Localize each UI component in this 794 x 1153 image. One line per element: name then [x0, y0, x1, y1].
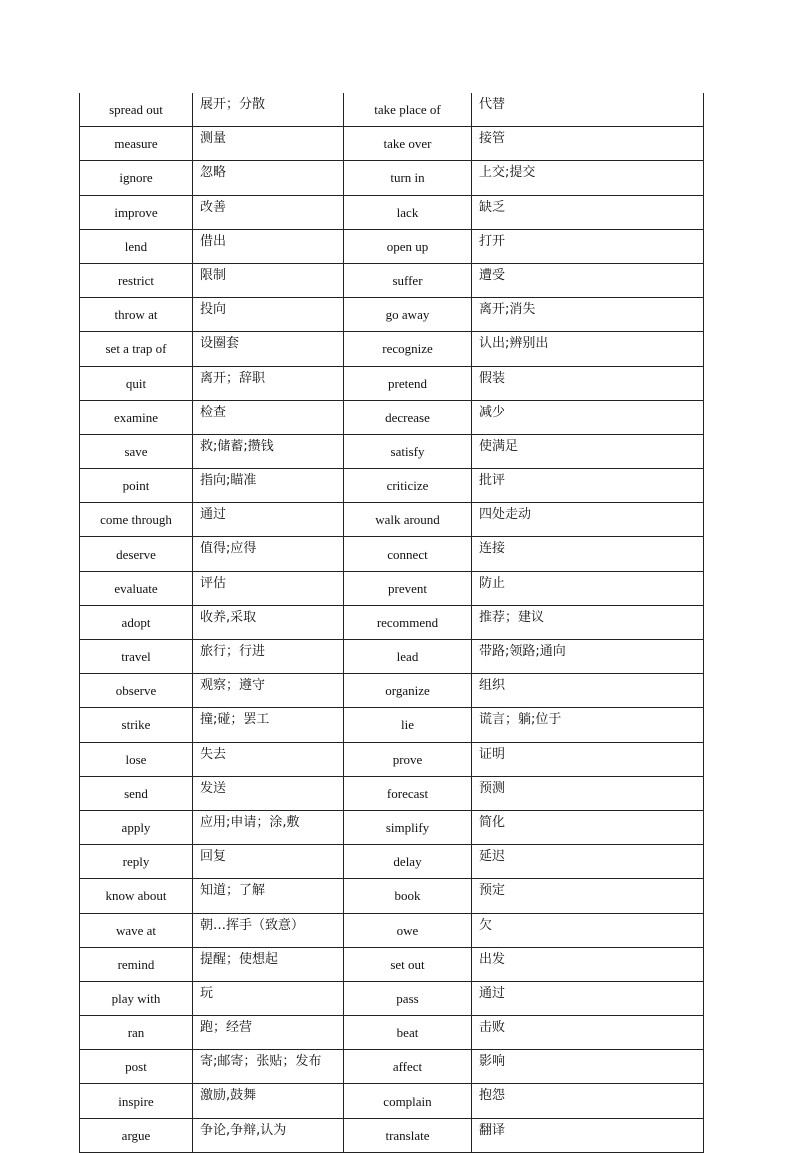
- english-term-cell: go away: [344, 298, 472, 332]
- english-term-cell: simplify: [344, 810, 472, 844]
- english-term-cell: improve: [80, 195, 193, 229]
- chinese-meaning-cell: 简化: [472, 810, 704, 844]
- table-row: [80, 981, 704, 1015]
- chinese-meaning-cell: 假装: [472, 366, 704, 400]
- english-term-cell: ran: [80, 1016, 193, 1050]
- table-row: [80, 742, 704, 776]
- chinese-meaning-cell: 遭受: [472, 263, 704, 297]
- english-term-cell: observe: [80, 674, 193, 708]
- english-term-cell: adopt: [80, 605, 193, 639]
- chinese-meaning-cell: 知道；了解: [193, 879, 344, 913]
- table-row: [80, 434, 704, 468]
- table-row: [80, 913, 704, 947]
- chinese-meaning-cell: 改善: [193, 195, 344, 229]
- english-term-cell: apply: [80, 810, 193, 844]
- chinese-meaning-cell: 值得;应得: [193, 537, 344, 571]
- english-term-cell: owe: [344, 913, 472, 947]
- table-row: [80, 810, 704, 844]
- chinese-meaning-cell: 发送: [193, 776, 344, 810]
- english-term-cell: set a trap of: [80, 332, 193, 366]
- chinese-meaning-cell: 争论,争辩,认为: [193, 1118, 344, 1152]
- english-term-cell: spread out: [80, 93, 193, 127]
- chinese-meaning-cell: 测量: [193, 127, 344, 161]
- english-term-cell: prove: [344, 742, 472, 776]
- english-term-cell: strike: [80, 708, 193, 742]
- table-row: [80, 400, 704, 434]
- chinese-meaning-cell: 指向;瞄准: [193, 469, 344, 503]
- vocabulary-table-body: [80, 93, 704, 1152]
- table-row: [80, 263, 704, 297]
- english-term-cell: open up: [344, 229, 472, 263]
- english-term-cell: measure: [80, 127, 193, 161]
- chinese-meaning-cell: 离开;消失: [472, 298, 704, 332]
- chinese-meaning-cell: 寄;邮寄；张贴；发布: [193, 1050, 344, 1084]
- chinese-meaning-cell: 收养,采取: [193, 605, 344, 639]
- chinese-meaning-cell: 设圈套: [193, 332, 344, 366]
- chinese-meaning-cell: 欠: [472, 913, 704, 947]
- english-term-cell: play with: [80, 981, 193, 1015]
- chinese-meaning-cell: 推荐；建议: [472, 605, 704, 639]
- table-row: [80, 776, 704, 810]
- english-term-cell: decrease: [344, 400, 472, 434]
- english-term-cell: take place of: [344, 93, 472, 127]
- chinese-meaning-cell: 影响: [472, 1050, 704, 1084]
- english-term-cell: turn in: [344, 161, 472, 195]
- english-term-cell: beat: [344, 1016, 472, 1050]
- english-term-cell: suffer: [344, 263, 472, 297]
- table-row: [80, 879, 704, 913]
- chinese-meaning-cell: 激励,鼓舞: [193, 1084, 344, 1118]
- english-term-cell: prevent: [344, 571, 472, 605]
- english-term-cell: walk around: [344, 503, 472, 537]
- chinese-meaning-cell: 投向: [193, 298, 344, 332]
- table-row: [80, 127, 704, 161]
- chinese-meaning-cell: 带路;领路;通向: [472, 640, 704, 674]
- chinese-meaning-cell: 打开: [472, 229, 704, 263]
- chinese-meaning-cell: 忽略: [193, 161, 344, 195]
- chinese-meaning-cell: 代替: [472, 93, 704, 127]
- english-term-cell: come through: [80, 503, 193, 537]
- chinese-meaning-cell: 提醒；使想起: [193, 947, 344, 981]
- english-term-cell: ignore: [80, 161, 193, 195]
- english-term-cell: restrict: [80, 263, 193, 297]
- table-row: [80, 947, 704, 981]
- english-term-cell: criticize: [344, 469, 472, 503]
- chinese-meaning-cell: 跑；经营: [193, 1016, 344, 1050]
- chinese-meaning-cell: 旅行；行进: [193, 640, 344, 674]
- chinese-meaning-cell: 预测: [472, 776, 704, 810]
- english-term-cell: lead: [344, 640, 472, 674]
- chinese-meaning-cell: 组织: [472, 674, 704, 708]
- english-term-cell: satisfy: [344, 434, 472, 468]
- english-term-cell: save: [80, 434, 193, 468]
- chinese-meaning-cell: 出发: [472, 947, 704, 981]
- chinese-meaning-cell: 离开；辞职: [193, 366, 344, 400]
- table-row: [80, 537, 704, 571]
- english-term-cell: throw at: [80, 298, 193, 332]
- chinese-meaning-cell: 撞;碰；罢工: [193, 708, 344, 742]
- english-term-cell: translate: [344, 1118, 472, 1152]
- english-term-cell: recognize: [344, 332, 472, 366]
- table-row: [80, 674, 704, 708]
- table-row: [80, 332, 704, 366]
- chinese-meaning-cell: 借出: [193, 229, 344, 263]
- chinese-meaning-cell: 减少: [472, 400, 704, 434]
- chinese-meaning-cell: 缺乏: [472, 195, 704, 229]
- chinese-meaning-cell: 朝…挥手（致意）: [193, 913, 344, 947]
- english-term-cell: connect: [344, 537, 472, 571]
- chinese-meaning-cell: 上交;提交: [472, 161, 704, 195]
- table-row: [80, 845, 704, 879]
- english-term-cell: recommend: [344, 605, 472, 639]
- chinese-meaning-cell: 失去: [193, 742, 344, 776]
- english-term-cell: travel: [80, 640, 193, 674]
- vocabulary-table: [79, 93, 704, 1153]
- chinese-meaning-cell: 应用;申请；涂,敷: [193, 810, 344, 844]
- table-row: [80, 195, 704, 229]
- english-term-cell: book: [344, 879, 472, 913]
- chinese-meaning-cell: 检查: [193, 400, 344, 434]
- english-term-cell: delay: [344, 845, 472, 879]
- english-term-cell: argue: [80, 1118, 193, 1152]
- english-term-cell: complain: [344, 1084, 472, 1118]
- english-term-cell: take over: [344, 127, 472, 161]
- chinese-meaning-cell: 通过: [193, 503, 344, 537]
- chinese-meaning-cell: 证明: [472, 742, 704, 776]
- chinese-meaning-cell: 展开；分散: [193, 93, 344, 127]
- english-term-cell: remind: [80, 947, 193, 981]
- chinese-meaning-cell: 评估: [193, 571, 344, 605]
- english-term-cell: lack: [344, 195, 472, 229]
- table-row: [80, 640, 704, 674]
- table-row: [80, 1084, 704, 1118]
- table-row: [80, 503, 704, 537]
- chinese-meaning-cell: 翻译: [472, 1118, 704, 1152]
- chinese-meaning-cell: 观察；遵守: [193, 674, 344, 708]
- chinese-meaning-cell: 玩: [193, 981, 344, 1015]
- english-term-cell: lend: [80, 229, 193, 263]
- chinese-meaning-cell: 连接: [472, 537, 704, 571]
- english-term-cell: affect: [344, 1050, 472, 1084]
- english-term-cell: wave at: [80, 913, 193, 947]
- chinese-meaning-cell: 击败: [472, 1016, 704, 1050]
- chinese-meaning-cell: 认出;辨别出: [472, 332, 704, 366]
- chinese-meaning-cell: 四处走动: [472, 503, 704, 537]
- english-term-cell: quit: [80, 366, 193, 400]
- table-row: [80, 229, 704, 263]
- chinese-meaning-cell: 谎言；躺;位于: [472, 708, 704, 742]
- chinese-meaning-cell: 限制: [193, 263, 344, 297]
- english-term-cell: reply: [80, 845, 193, 879]
- chinese-meaning-cell: 使满足: [472, 434, 704, 468]
- english-term-cell: evaluate: [80, 571, 193, 605]
- chinese-meaning-cell: 通过: [472, 981, 704, 1015]
- chinese-meaning-cell: 预定: [472, 879, 704, 913]
- table-row: [80, 93, 704, 127]
- english-term-cell: examine: [80, 400, 193, 434]
- table-row: [80, 571, 704, 605]
- english-term-cell: pass: [344, 981, 472, 1015]
- english-term-cell: post: [80, 1050, 193, 1084]
- english-term-cell: set out: [344, 947, 472, 981]
- english-term-cell: forecast: [344, 776, 472, 810]
- english-term-cell: organize: [344, 674, 472, 708]
- english-term-cell: send: [80, 776, 193, 810]
- english-term-cell: deserve: [80, 537, 193, 571]
- table-row: [80, 605, 704, 639]
- table-row: [80, 708, 704, 742]
- chinese-meaning-cell: 延迟: [472, 845, 704, 879]
- table-row: [80, 298, 704, 332]
- english-term-cell: know about: [80, 879, 193, 913]
- chinese-meaning-cell: 抱怨: [472, 1084, 704, 1118]
- english-term-cell: lose: [80, 742, 193, 776]
- english-term-cell: inspire: [80, 1084, 193, 1118]
- chinese-meaning-cell: 回复: [193, 845, 344, 879]
- chinese-meaning-cell: 接管: [472, 127, 704, 161]
- english-term-cell: lie: [344, 708, 472, 742]
- chinese-meaning-cell: 救;储蓄;攒钱: [193, 434, 344, 468]
- table-row: [80, 469, 704, 503]
- chinese-meaning-cell: 防止: [472, 571, 704, 605]
- chinese-meaning-cell: 批评: [472, 469, 704, 503]
- table-row: [80, 1016, 704, 1050]
- table-row: [80, 366, 704, 400]
- table-row: [80, 1050, 704, 1084]
- english-term-cell: pretend: [344, 366, 472, 400]
- table-row: [80, 1118, 704, 1152]
- english-term-cell: point: [80, 469, 193, 503]
- table-row: [80, 161, 704, 195]
